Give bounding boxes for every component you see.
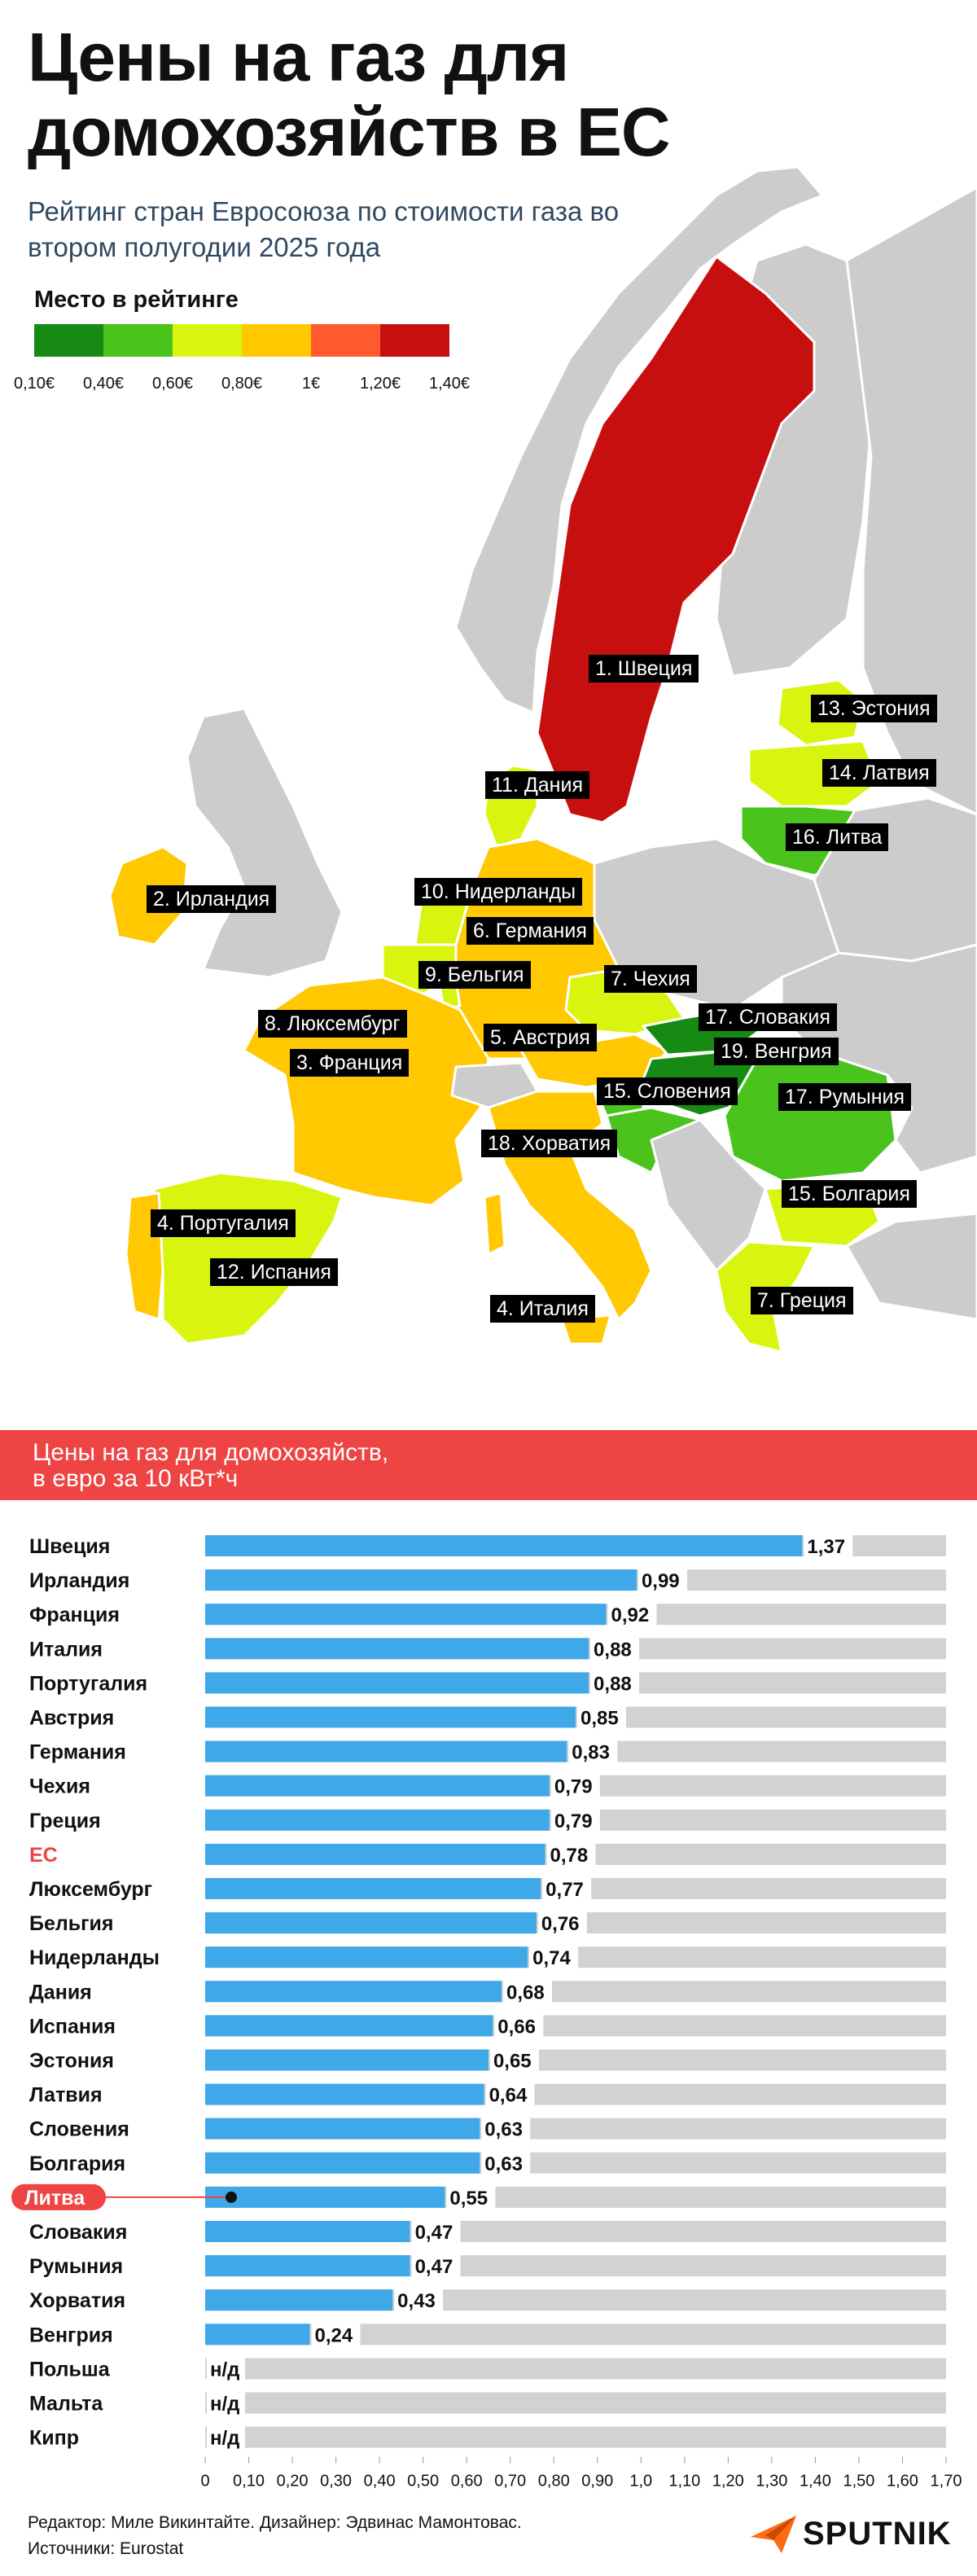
legend-title: Место в рейтинге — [34, 287, 239, 313]
category-label: Греция — [29, 1809, 101, 1832]
x-tick-label: 0 — [200, 2472, 210, 2490]
x-tick-label: 0,90 — [581, 2472, 614, 2490]
legend-swatch — [34, 324, 103, 357]
category-label: Бельгия — [29, 1912, 114, 1936]
category-label: Франция — [29, 1604, 120, 1627]
sputnik-logo-icon — [749, 2512, 798, 2555]
map-label-portugal: 4. Португалия — [151, 1209, 296, 1237]
bar — [205, 1604, 606, 1625]
category-label: Австрия — [29, 1706, 115, 1730]
bar — [205, 2289, 392, 2311]
value-label: 1,37 — [807, 1536, 846, 1558]
category-label: Румыния — [29, 2255, 124, 2279]
map-label-greece: 7. Греция — [751, 1287, 853, 1314]
bar-track — [205, 2393, 946, 2414]
map-label-belgium: 9. Бельгия — [418, 961, 531, 989]
chart-title — [33, 1440, 388, 1492]
category-label: Хорватия — [29, 2289, 126, 2313]
page-title: Цены на газ для домохозяйств в ЕС — [28, 19, 670, 170]
bar — [205, 1844, 545, 1865]
credits-authors: Редактор: Миле Викинтайте. Дизайнер: Эдвинас Мамонтовас. — [28, 2513, 522, 2532]
map-label-germany: 6. Германия — [467, 917, 594, 945]
value-label: 0,43 — [397, 2290, 436, 2313]
x-tick-label: 0,70 — [494, 2472, 527, 2490]
bar-chart — [0, 1515, 977, 2500]
category-label: Венгрия — [29, 2324, 113, 2347]
legend-swatch — [173, 324, 242, 357]
category-label: Нидерланды — [29, 1946, 160, 1970]
map-label-lithuania: 16. Литва — [786, 823, 888, 851]
category-label: Словакия — [29, 2221, 128, 2244]
map-region-sardinia — [484, 1193, 505, 1254]
value-label: 0,74 — [532, 1947, 571, 1970]
x-tick-label: 1,50 — [843, 2472, 875, 2490]
bar — [205, 2187, 445, 2208]
legend-swatch — [380, 324, 449, 357]
value-label: 0,79 — [554, 1810, 593, 1832]
map-label-bulgaria: 15. Болгария — [782, 1180, 917, 1208]
value-label: 0,99 — [641, 1570, 680, 1593]
map-region-uk — [187, 709, 342, 977]
x-tick-label: 0,30 — [320, 2472, 353, 2490]
credits — [28, 2510, 522, 2562]
value-label: 0,24 — [314, 2324, 353, 2347]
map-region-romania — [725, 1051, 896, 1181]
category-label: ЕС — [29, 1843, 58, 1867]
bar — [205, 2324, 309, 2345]
category-label: Кипр — [29, 2426, 79, 2450]
value-label: н/д — [210, 2393, 240, 2416]
value-label: н/д — [210, 2359, 240, 2381]
x-tick-label: 1,0 — [629, 2472, 653, 2490]
map-label-denmark: 11. Дания — [485, 771, 589, 799]
bar — [205, 2015, 493, 2036]
legend-tick: 0,40€ — [82, 375, 125, 393]
map-label-romania: 17. Румыния — [778, 1083, 911, 1111]
value-label: 0,77 — [545, 1879, 584, 1901]
category-label: Болгария — [29, 2152, 126, 2175]
bar — [205, 1946, 528, 1968]
sputnik-logo-text: SPUTNIK — [803, 2515, 952, 2552]
value-label: 0,64 — [488, 2084, 528, 2107]
category-label: Словения — [29, 2117, 129, 2141]
value-label: 0,92 — [611, 1604, 650, 1627]
map-label-slovenia: 15. Словения — [597, 1077, 738, 1105]
x-tick-label: 1,70 — [930, 2472, 962, 2490]
bar — [205, 1672, 589, 1693]
legend-tick: 0,80€ — [221, 375, 263, 393]
legend-tick: 0,10€ — [13, 375, 55, 393]
value-label: 0,55 — [449, 2187, 488, 2210]
value-label: 0,68 — [506, 1981, 545, 2004]
x-tick-label: 1,60 — [887, 2472, 918, 2490]
credits-sources: Источники: Eurostat — [28, 2539, 184, 2558]
legend-swatch — [242, 324, 311, 357]
map-label-austria: 5. Австрия — [484, 1024, 597, 1051]
page-subtitle: Рейтинг стран Евросоюза по стоимости газа во втором полугодии 2025 года — [28, 196, 620, 262]
x-tick-label: 1,30 — [756, 2472, 788, 2490]
bar — [205, 1775, 550, 1797]
x-tick-label: 0,60 — [450, 2472, 483, 2490]
bar — [205, 1912, 537, 1933]
bar — [205, 1535, 802, 1556]
category-label: Испания — [29, 2015, 116, 2038]
highlight-pointer-dot — [226, 2192, 237, 2203]
bar — [205, 2084, 484, 2105]
chart-title-line1: Цены на газ для домохозяйств, — [33, 1439, 389, 1466]
bar — [205, 2118, 480, 2139]
category-label: Ирландия — [29, 1569, 130, 1593]
x-tick-label: 1,10 — [668, 2472, 701, 2490]
value-label: 0,66 — [497, 2016, 537, 2038]
bar — [205, 1810, 550, 1831]
map-label-sweden: 1. Швеция — [589, 655, 699, 682]
value-label: 0,88 — [594, 1673, 632, 1696]
category-label: Швеция — [29, 1535, 111, 1558]
bar — [205, 1638, 589, 1659]
value-label: 0,47 — [414, 2222, 453, 2244]
chart-title-line2: в евро за 10 кВт*ч — [33, 1465, 239, 1492]
map-label-croatia: 18. Хорватия — [481, 1130, 617, 1157]
value-label: 0,85 — [581, 1707, 619, 1730]
legend-swatch — [103, 324, 173, 357]
map-label-slovakia: 17. Словакия — [699, 1003, 837, 1031]
map-label-spain: 12. Испания — [210, 1258, 338, 1286]
category-label: Германия — [29, 1740, 126, 1764]
category-label: Дания — [29, 1981, 92, 2004]
bar — [205, 2050, 488, 2071]
map-label-luxembourg: 8. Люксембург — [258, 1010, 407, 1038]
bar — [205, 1878, 541, 1899]
value-label: 0,65 — [493, 2050, 532, 2073]
x-tick-label: 0,40 — [363, 2472, 396, 2490]
value-label: 0,47 — [414, 2256, 453, 2279]
bar — [205, 2255, 410, 2276]
map-label-italy: 4. Италия — [490, 1295, 595, 1323]
category-label: Литва — [24, 2186, 85, 2210]
category-label: Эстония — [29, 2049, 114, 2073]
legend-tick: 1,40€ — [428, 375, 471, 393]
bar — [205, 2221, 410, 2242]
x-tick-label: 0,50 — [407, 2472, 440, 2490]
value-label: 0,79 — [554, 1775, 593, 1798]
map-label-netherlands: 10. Нидерланды — [414, 878, 582, 906]
legend-tick: 1€ — [301, 375, 321, 393]
x-tick-label: 0,10 — [233, 2472, 265, 2490]
legend-tick: 1,20€ — [359, 375, 401, 393]
bar — [205, 1741, 567, 1762]
value-label: н/д — [210, 2427, 240, 2450]
map-label-latvia: 14. Латвия — [822, 759, 936, 787]
value-label: 0,88 — [594, 1639, 632, 1661]
x-tick-label: 1,20 — [712, 2472, 744, 2490]
legend-swatch — [311, 324, 380, 357]
map-label-france: 3. Франция — [290, 1049, 409, 1077]
map-label-czechia: 7. Чехия — [604, 965, 697, 993]
value-label: 0,63 — [484, 2118, 523, 2141]
map-label-hungary: 19. Венгрия — [714, 1038, 839, 1065]
bar — [205, 2153, 480, 2174]
bar — [205, 1707, 576, 1728]
category-label: Люксембург — [29, 1878, 153, 1901]
map-label-estonia: 13. Эстония — [811, 695, 937, 722]
bar — [205, 1569, 637, 1591]
category-label: Польша — [29, 2358, 110, 2381]
sputnik-logo — [749, 2512, 952, 2555]
map-label-ireland: 2. Ирландия — [147, 885, 276, 913]
value-label: 0,83 — [572, 1741, 611, 1764]
legend-color-scale — [34, 324, 449, 357]
bar-track — [205, 2427, 946, 2448]
legend-tick: 0,60€ — [151, 375, 194, 393]
value-label: 0,63 — [484, 2153, 523, 2175]
category-label: Чехия — [29, 1775, 90, 1798]
category-label: Италия — [29, 1638, 103, 1661]
category-label: Мальта — [29, 2392, 103, 2416]
x-tick-label: 1,40 — [799, 2472, 831, 2490]
bar — [205, 1981, 502, 2002]
value-label: 0,76 — [541, 1913, 580, 1936]
chart-banner — [0, 1430, 977, 1500]
value-label: 0,78 — [550, 1844, 589, 1867]
category-label: Португалия — [29, 1672, 148, 1696]
category-label: Латвия — [29, 2083, 103, 2107]
x-tick-label: 0,80 — [537, 2472, 570, 2490]
x-tick-label: 0,20 — [276, 2472, 309, 2490]
bar-track — [205, 2358, 946, 2379]
